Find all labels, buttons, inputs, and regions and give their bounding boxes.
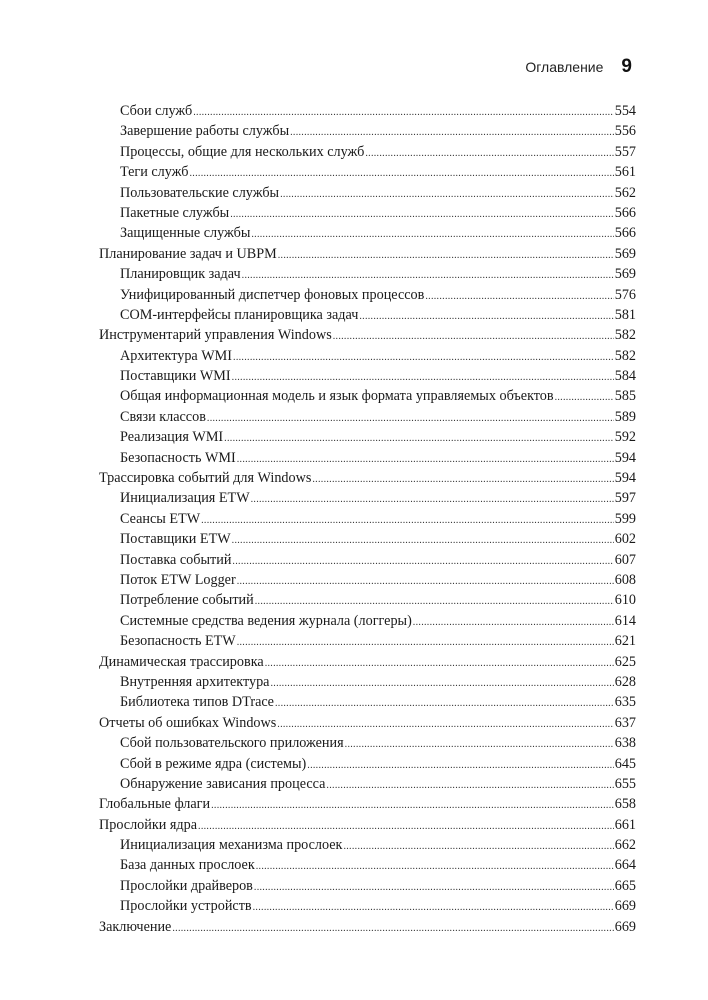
toc-entry-page: 599 [614,510,636,527]
toc-subsection-entry [99,896,636,916]
toc-section-entry [99,468,636,488]
toc-entry-page: 562 [614,184,636,201]
toc-subsection-entry [99,631,636,651]
toc-dot-leader [201,511,614,531]
toc-entry-page: 621 [614,633,636,650]
toc-section-entry [99,917,636,937]
toc-dot-leader [290,123,614,143]
toc-entry-page: 597 [614,490,636,507]
toc-entry-title: Прослойки ядра [99,816,198,833]
toc-entry-page: 602 [614,531,636,548]
toc-subsection-entry [99,121,636,141]
running-header-title: Оглавление [525,59,604,75]
toc-entry-title: Обнаружение зависания процесса [120,775,326,792]
toc-entry-page: 569 [614,245,636,262]
toc-entry-title: Поставщики WMI [120,368,231,385]
toc-dot-leader [251,225,613,245]
toc-entry-page: 665 [614,877,636,894]
toc-entry-page: 664 [614,857,636,874]
toc-entry-title: Завершение работы службы [120,123,290,140]
toc-entry-title: Внутренняя архитектура [120,673,270,690]
toc-entry-page: 561 [614,164,636,181]
toc-entry-page: 608 [614,571,636,588]
toc-dot-leader [237,572,614,592]
toc-subsection-entry [99,183,636,203]
toc-entry-page: 658 [614,796,636,813]
toc-entry-page: 610 [614,592,636,609]
toc-subsection-entry [99,509,636,529]
toc-entry-title: Реализация WMI [120,429,224,446]
toc-entry-title: Пакетные службы [120,204,230,221]
toc-dot-leader [312,470,613,490]
toc-dot-leader [230,205,614,225]
toc-dot-leader [233,348,614,368]
toc-entry-page: 554 [614,103,636,119]
page-number: 9 [621,56,632,77]
toc-entry-page: 635 [614,694,636,711]
toc-subsection-entry [99,672,636,692]
toc-dot-leader [365,144,613,164]
toc-dot-leader [207,409,614,429]
toc-subsection-entry [99,285,636,305]
toc-entry-page: 556 [614,123,636,140]
toc-entry-title: Динамическая трассировка [99,653,264,670]
toc-entry-title: Трассировка событий для Windows [99,470,312,487]
toc-entry-title: Защищенные службы [120,225,251,242]
toc-dot-leader [333,327,614,347]
toc-entry-page: 645 [614,755,636,772]
toc-entry-page: 576 [614,286,636,303]
toc-subsection-entry [99,488,636,508]
toc-entry-page: 589 [614,408,636,425]
toc-entry-page: 569 [614,266,636,283]
toc-entry-page: 584 [614,368,636,385]
toc-entry-page: 557 [614,143,636,160]
running-header [525,56,632,78]
toc-entry-title: Безопасность ETW [120,633,236,650]
toc-entry-title: Сбой в режиме ядра (системы) [120,755,307,772]
toc-entry-page: 582 [614,327,636,344]
toc-entry-page: 594 [614,449,636,466]
toc-entry-title: Поток ETW Logger [120,571,236,588]
toc-dot-leader [425,287,613,307]
toc-dot-leader [242,266,614,286]
toc-entry-title: Сбой пользовательского приложения [120,735,344,752]
toc-subsection-entry [99,529,636,549]
toc-entry-title: Инструментарий управления Windows [99,327,332,344]
toc-dot-leader [211,796,614,816]
toc-section-entry [99,713,636,733]
toc-subsection-entry [99,448,636,468]
toc-entry-title: Архитектура WMI [120,347,233,364]
toc-entry-page: 607 [614,551,636,568]
toc-subsection-entry [99,346,636,366]
toc-section-entry [99,652,636,672]
toc-subsection-entry [99,142,636,162]
toc-dot-leader [345,735,614,755]
toc-entry-title: Общая информационная модель и язык формата управляемых объектов [120,388,554,405]
toc-dot-leader [198,817,614,837]
toc-dot-leader [277,715,613,735]
toc-entry-title: Инициализация механизма прослоек [120,837,343,854]
toc-entry-page: 566 [614,225,636,242]
toc-dot-leader [270,674,613,694]
toc-entry-page: 585 [614,388,636,405]
toc-entry-title: Заключение [99,918,172,935]
toc-subsection-entry [99,366,636,386]
toc-entry-title: Безопасность WMI [120,449,236,466]
toc-subsection-entry [99,692,636,712]
toc-entry-title: Глобальные флаги [99,796,211,813]
toc-entry-title: Системные средства ведения журнала (логгеры) [120,612,412,629]
toc-entry-title: Унифицированный диспетчер фоновых процессов [120,286,425,303]
toc-entry-page: 625 [614,653,636,670]
toc-entry-title: Сбои служб [120,103,193,119]
toc-entry-title: COM-интерфейсы планировщика задач [120,306,359,323]
toc-dot-leader [172,919,613,939]
toc-subsection-entry [99,570,636,590]
toc-entry-title: Сеансы ETW [120,510,201,527]
toc-entry-page: 594 [614,470,636,487]
toc-entry-page: 661 [614,816,636,833]
toc-subsection-entry [99,754,636,774]
toc-entry-page: 637 [614,714,636,731]
toc-subsection-entry [99,774,636,794]
toc-entry-page: 582 [614,347,636,364]
toc-entry-page: 566 [614,204,636,221]
toc-subsection-entry [99,855,636,875]
toc-dot-leader [413,613,614,633]
toc-entry-title: Библиотека типов DTrace [120,694,274,711]
toc-subsection-entry [99,386,636,406]
toc-subsection-entry [99,101,636,121]
toc-entry-page: 614 [614,612,636,629]
toc-dot-leader [254,878,614,898]
toc-entry-page: 669 [614,898,636,915]
toc-entry-page: 638 [614,735,636,752]
toc-subsection-entry [99,590,636,610]
toc-subsection-entry [99,427,636,447]
toc-dot-leader [326,776,613,796]
toc-entry-page: 581 [614,306,636,323]
toc-dot-leader [224,429,614,449]
toc-subsection-entry [99,835,636,855]
toc-dot-leader [359,307,613,327]
toc-subsection-entry [99,407,636,427]
toc-entry-page: 655 [614,775,636,792]
toc-subsection-entry [99,264,636,284]
toc-entry-title: Процессы, общие для нескольких служб [120,143,365,160]
toc-dot-leader [232,368,614,388]
toc-dot-leader [265,654,614,674]
toc-subsection-entry [99,162,636,182]
toc-entry-title: Пользовательские службы [120,184,280,201]
toc-dot-leader [237,450,614,470]
toc-dot-leader [343,837,613,857]
toc-entry-title: Прослойки драйверов [120,877,253,894]
toc-subsection-entry [99,305,636,325]
toc-subsection-entry [99,876,636,896]
toc-entry-page: 669 [614,918,636,935]
toc-entry-title: Отчеты об ошибках Windows [99,714,277,731]
toc-dot-leader [237,633,614,653]
toc-dot-leader [307,756,613,776]
toc-entry-page: 628 [614,673,636,690]
toc-entry-page: 592 [614,429,636,446]
toc-entry-title: Поставщики ETW [120,531,231,548]
toc-entry-title: Прослойки устройств [120,898,252,915]
toc-section-entry [99,815,636,835]
toc-entry-title: Поставка событий [120,551,232,568]
toc-dot-leader [275,694,614,714]
toc-subsection-entry [99,223,636,243]
toc-entry-title: Связи классов [120,408,206,425]
toc-section-entry [99,325,636,345]
toc-entry-title: Инициализация ETW [120,490,250,507]
toc-entry-page: 662 [614,837,636,854]
toc-entry-title: Теги служб [120,164,189,181]
toc-dot-leader [190,164,614,184]
toc-dot-leader [256,857,614,877]
toc-dot-leader [232,531,614,551]
toc-dot-leader [255,592,614,612]
toc-dot-leader [555,388,614,408]
toc-subsection-entry [99,733,636,753]
toc-section-entry [99,794,636,814]
toc-entry-title: Потребление событий [120,592,254,609]
toc-subsection-entry [99,550,636,570]
toc-dot-leader [280,185,614,205]
toc-entry-title: База данных прослоек [120,857,255,874]
toc-subsection-entry [99,203,636,223]
toc-dot-leader [232,552,613,572]
toc-section-entry [99,244,636,264]
table-of-contents [99,101,636,937]
toc-subsection-entry [99,611,636,631]
toc-dot-leader [193,103,614,123]
toc-dot-leader [278,246,614,266]
toc-entry-title: Планирование задач и UBPM [99,245,277,262]
toc-dot-leader [253,898,614,918]
toc-entry-title: Планировщик задач [120,266,241,283]
toc-dot-leader [251,490,614,510]
